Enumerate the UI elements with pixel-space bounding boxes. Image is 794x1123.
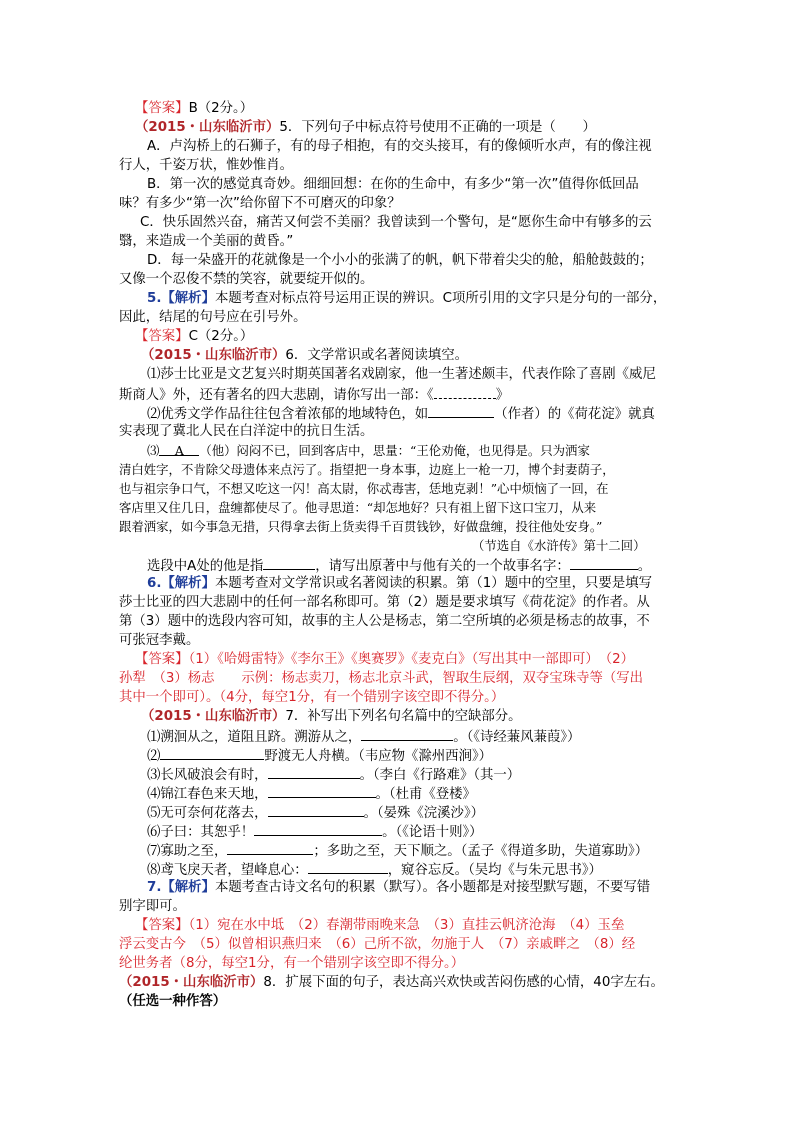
question-8-stem-line-2: （任选一种作答） [119,994,227,1009]
q6-part1-line-1: ⑴莎士比亚是文艺复兴时期英国著名戏剧家，他一生著述颇丰，代表作除了喜剧《威尼 [147,367,656,382]
blank [428,403,494,418]
text: ⑴溯洄从之，道阻且跻。溯游从之， [147,730,362,745]
q7-line-1 [147,726,580,747]
q6-part3-line-1 [147,441,590,460]
question-text: 6．文学常识或名著阅读填空。 [285,348,469,363]
analysis-number: 5. [147,291,162,306]
blank [254,821,382,836]
text: ，窥谷忘反。（吴均《与朱元思书》） [387,863,602,878]
text: ⑶长风破浪会有时， [147,768,268,783]
answer-tag: 【答案】 [135,918,189,933]
q7-line-5 [147,802,484,823]
blank [263,555,315,570]
option-d-line-1: D．每一朵盛开的花就像是一个小小的张满了的帆，帆下带着尖尖的舱，船舱鼓鼓的； [147,253,653,268]
question-6-stem [141,346,468,365]
question-source: （2015・山东临沂市） [119,975,264,990]
q7-line-2 [147,745,492,766]
text: ⑵ [147,749,161,764]
analysis-text: 本题考查对标点符号运用正误的辨识。C项所引用的文字只是分句的一部分， [214,291,667,306]
answer-text: （1）《哈姆雷特》《李尔王》《奥赛罗》《麦克白》（写出其中一部即可） （2） [188,652,635,667]
answer-text: B（2分。） [188,101,254,116]
q6-analysis-line-3: 第（3）题中的选段内容可知，故事的主人公是杨志，第二空所填的必须是杨志的故事，不 [119,614,650,629]
blank [434,384,496,399]
text: （他）闷闷不已，回到客店中，思量：“王伦劝俺，也见得是。只为洒家 [199,443,590,458]
text: ⑸无可奈何花落去， [147,806,268,821]
option-b-line-1: B．第一次的感觉真奇妙。细细回想：在你的生命中，有多少“第一次”值得你低回品 [147,177,639,192]
q6-part2-line-1 [147,403,655,424]
answer-tag: 【答案】 [135,101,189,116]
text: （作者）的《荷花淀》就真 [494,407,655,422]
q6-answer-line-1 [135,650,634,669]
q6-analysis-line-1 [147,574,652,593]
text: ⑵优秀文学作品往往包含着浓郁的地域特色，如 [147,407,429,422]
q7-answer-line-3: 纶世务者（8分，每空1分，有一个错别字该空即不得分。） [119,956,465,971]
text: ⑶ [147,443,160,458]
text: 野渡无人舟横。（韦应物《滁州西涧》） [264,749,493,764]
blank [268,783,376,798]
text: ；多助之至，天下顺之。（孟子《得道多助，失道寡助》） [313,844,649,859]
q6-part3-line-2: 清白姓字，不肯除父母遗体来点污了。指望把一身本事，边庭上一枪一刀，博个封妻荫子， [119,462,615,477]
answer-text: C（2分。） [188,329,254,344]
blank [308,859,388,874]
analysis-line-1 [147,289,666,308]
question-text: 8．扩展下面的句子，表达高兴欢快或苦闷伤感的心情，40字左右。 [263,975,664,990]
text: 。（《诗经蒹风蒹葭》） [453,730,581,745]
blank [268,802,364,817]
q7-line-4 [147,783,476,804]
blank [268,764,360,779]
analysis-number: 7. [147,880,162,895]
text: 斯商人》外，还有著名的四大悲剧，请你写出一部：《 [119,388,434,403]
text: 选段中A处的他是指 [147,559,264,574]
text: 。（晏殊《浣溪沙》） [363,806,485,821]
text: ⑷锦江春色来天地， [147,787,268,802]
option-d-line-2: 又像一个忍俊不禁的笑容，就要绽开似的。 [119,272,374,287]
text: ，请写出原著中与他有关的一个故事名字： [315,559,570,574]
option-c-line-1: C．快乐固然兴奋，痛苦又何尝不美丽？我曾读到一个警句，是“愿你生命中有够多的云 [140,215,652,230]
question-source: （2015・山东临沂市） [135,120,280,135]
analysis-tag: 【解析】 [161,576,215,591]
question-5-stem [135,118,596,137]
q6-answer-line-2: 孙犁 （3）杨志 示例：杨志卖刀，杨志北京斗武，智取生辰纲，双夺宝珠寺等（写出 [119,671,644,686]
question-text: 7．补写出下列名句名篇中的空缺部分。 [285,709,522,724]
analysis-line-2: 因此，结尾的句号应在引号外。 [119,310,307,325]
question-source: （2015・山东临沂市） [141,709,286,724]
text: 。（李白《行路难》（其一） [359,768,521,783]
text: ⑺寡助之至， [147,844,228,859]
answer-line [135,327,253,346]
option-b-line-2: 味？有多少“第一次”给你留下不可磨灭的印象？ [119,196,401,211]
analysis-text: 本题考查古诗文名句的积累（默写）。各小题都是对接型默写题，不要写错 [214,880,651,895]
answer-text: （1）宛在水中坻 （2）春潮带雨晚来急 （3）直挂云帆济沧海 （4）玉垒 [188,918,625,933]
q7-line-7 [147,840,648,861]
blank [361,726,453,741]
q6-answer-line-3: 其中一个即可）。（4分，每空1分，有一个错别字该空即不得分。） [119,690,505,705]
q7-line-3 [147,764,520,785]
answer-tag: 【答案】 [135,329,189,344]
analysis-tag: 【解析】 [161,291,215,306]
text: 》 [495,388,510,403]
q7-line-8 [147,859,602,880]
analysis-text: 本题考查对文学常识或名著阅读的积累。第（1）题中的空里，只要是填写 [214,576,652,591]
prev-answer-line [135,99,253,118]
text: 。 [637,559,652,574]
blank [227,840,313,855]
question-text: 5．下列句子中标点符号使用不正确的一项是（ ） [279,120,596,135]
q7-answer-line-1 [135,916,624,935]
q7-analysis-line-1 [147,878,650,897]
text: ⑻鸢飞戾天者，望峰息心： [147,863,308,878]
q7-analysis-line-2: 别字即可。 [119,899,186,914]
q7-line-6 [147,821,483,842]
analysis-number: 6. [147,576,162,591]
question-7-stem [141,707,522,726]
analysis-tag: 【解析】 [161,880,215,895]
q6-part2-line-2: 实表现了冀北人民在白洋淀中的抗日生活。 [119,424,374,439]
answer-tag: 【答案】 [135,652,189,667]
q6-part3-question [147,555,651,576]
blank [570,555,638,570]
question-8-stem [119,973,664,992]
text: 。（《论语十则》） [382,825,483,840]
q6-part1-line-2 [119,384,509,405]
q6-analysis-line-2: 莎士比亚的四大悲剧中的任何一部名称即可。第（2）题是要求填写《荷花淀》的作者。从 [119,595,650,610]
q6-part3-line-5: 跟着洒家，如今事急无措，只得拿去街上货卖得千百贯钱钞，好做盘缠，投往他处安身。” [119,519,603,534]
blank-a: A [159,441,199,456]
option-a-line-2: 行人，千姿万状，惟妙惟肖。 [119,158,294,173]
option-c-line-2: 翳，来造成一个美丽的黄昏。” [119,234,294,249]
q6-part3-line-4: 客店里又住几日，盘缠都使尽了。他寻思道：“却怎地好？只有祖上留下这口宝刀，从来 [119,500,597,515]
q6-analysis-line-4: 可张冠李戴。 [119,633,200,648]
option-a-line-1: A．卢沟桥上的石狮子，有的母子相抱，有的交头接耳，有的像倾听水声，有的像注视 [147,139,652,154]
q7-answer-line-2: 浮云变古今 （5）似曾相识燕归来 （6）己所不欲，勿施于人 （7）亲戚畔之 （8）经 [119,937,636,952]
question-source: （2015・山东临沂市） [141,348,286,363]
q6-part3-line-3: 也与祖宗争口气，不想又吃这一闪！高太尉，你忒毒害，恁地克剥！”心中烦恼了一回，在 [119,481,609,496]
blank [160,745,264,760]
text: ⑹子曰：其恕乎！ [147,825,255,840]
q6-part3-source: （节选自《水浒传》第十二回） [472,538,646,553]
text: 。（杜甫《登楼》 [375,787,476,802]
